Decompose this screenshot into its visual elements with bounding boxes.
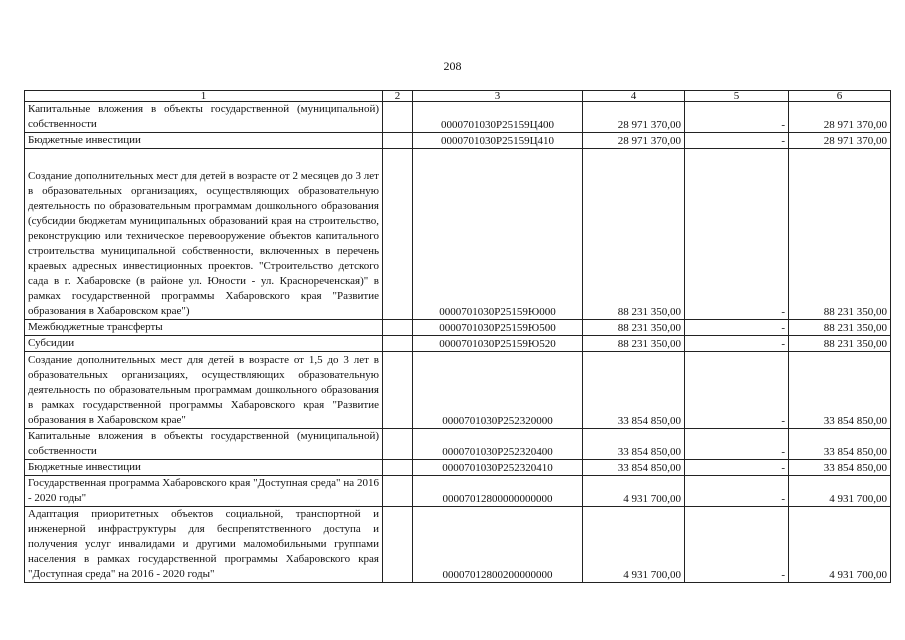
row-col6: 88 231 350,00 <box>789 149 891 320</box>
row-col2 <box>383 460 413 476</box>
row-code: 0000701030P25159Ю000 <box>413 149 583 320</box>
row-col6: 33 854 850,00 <box>789 429 891 460</box>
row-col5: - <box>685 460 789 476</box>
row-name: Бюджетные инвестиции <box>25 133 383 149</box>
row-col4: 33 854 850,00 <box>583 352 685 429</box>
row-col4: 28 971 370,00 <box>583 133 685 149</box>
row-col5: - <box>685 336 789 352</box>
row-col2 <box>383 429 413 460</box>
table-row <box>25 102 891 133</box>
column-header: 3 <box>413 91 583 102</box>
row-name: Бюджетные инвестиции <box>25 460 383 476</box>
row-col5: - <box>685 352 789 429</box>
column-header: 4 <box>583 91 685 102</box>
row-col4: 4 931 700,00 <box>583 507 685 583</box>
table-row <box>25 320 891 336</box>
row-col4: 88 231 350,00 <box>583 149 685 320</box>
row-code: 0000701030P25159Ю520 <box>413 336 583 352</box>
row-col4: 33 854 850,00 <box>583 460 685 476</box>
table-row <box>25 429 891 460</box>
row-col5: - <box>685 320 789 336</box>
column-header: 2 <box>383 91 413 102</box>
row-col4: 28 971 370,00 <box>583 102 685 133</box>
row-code: 0000701030P252320400 <box>413 429 583 460</box>
row-code: 0000701030P25159Ю500 <box>413 320 583 336</box>
row-name: Государственная программа Хабаровского края "Доступная среда" на 2016 - 2020 годы" <box>25 476 383 507</box>
row-code: 0000701030P25159Ц400 <box>413 102 583 133</box>
row-col2 <box>383 336 413 352</box>
row-col6: 4 931 700,00 <box>789 507 891 583</box>
row-col6: 33 854 850,00 <box>789 460 891 476</box>
page-number: 208 <box>443 59 462 73</box>
row-col6: 4 931 700,00 <box>789 476 891 507</box>
row-name: Межбюджетные трансферты <box>25 320 383 336</box>
row-col6: 88 231 350,00 <box>789 336 891 352</box>
row-col5: - <box>685 149 789 320</box>
row-col5: - <box>685 133 789 149</box>
row-col6: 28 971 370,00 <box>789 102 891 133</box>
row-col4: 88 231 350,00 <box>583 336 685 352</box>
table-row <box>25 476 891 507</box>
table-row <box>25 149 891 320</box>
row-name: Создание дополнительных мест для детей в возрасте от 1,5 до 3 лет в образовательных организациях, осуществляющих образовательную деятельность по образовательным программам дошкольного образования в рамках государственной программы Хабаровского края "Развитие образования в Хабаровском крае" <box>25 352 383 429</box>
row-col6: 33 854 850,00 <box>789 352 891 429</box>
table-row <box>25 460 891 476</box>
row-col6: 28 971 370,00 <box>789 133 891 149</box>
row-col4: 4 931 700,00 <box>583 476 685 507</box>
row-col2 <box>383 476 413 507</box>
row-code: 0000701030P252320000 <box>413 352 583 429</box>
table-row <box>25 336 891 352</box>
row-col4: 88 231 350,00 <box>583 320 685 336</box>
header-row <box>25 91 891 102</box>
row-name: Субсидии <box>25 336 383 352</box>
row-col5: - <box>685 429 789 460</box>
table-row <box>25 352 891 429</box>
column-header: 1 <box>25 91 383 102</box>
row-col4: 33 854 850,00 <box>583 429 685 460</box>
row-col2 <box>383 102 413 133</box>
row-col5: - <box>685 507 789 583</box>
row-col5: - <box>685 102 789 133</box>
row-code: 0000701030P25159Ц410 <box>413 133 583 149</box>
column-header: 6 <box>789 91 891 102</box>
row-code: 00007012800200000000 <box>413 507 583 583</box>
row-code: 00007012800000000000 <box>413 476 583 507</box>
row-name: Создание дополнительных мест для детей в возрасте от 2 месяцев до 3 лет в образовательных организациях, осуществляющих образовательную деятельность по образовательным программам дошкольного образования (субсидии бюджетам муниципальных образований края на строительство, реконструкцию или техническое перевооружение объектов капитального строительства муниципальной собственности, включенных в перечень краевых адресных инвестиционных проектов. "Строительство детского сада в г. Хабаровске (в районе ул. Юности - ул. Краснореченская)" в рамках государственной программы Хабаровского края "Развитие образования в Хабаровском крае") <box>25 149 383 320</box>
column-header: 5 <box>685 91 789 102</box>
table-row <box>25 507 891 583</box>
table-row <box>25 133 891 149</box>
row-col2 <box>383 507 413 583</box>
row-col2 <box>383 149 413 320</box>
row-name: Адаптация приоритетных объектов социальной, транспортной и инженерной инфраструктуры для беспрепятственного доступа и получения услуг инвалидами и другими маломобильными группами населения в рамках государственной программы Хабаровского края "Доступная среда" на 2016 - 2020 годы" <box>25 507 383 583</box>
row-code: 0000701030P252320410 <box>413 460 583 476</box>
row-col2 <box>383 320 413 336</box>
row-col2 <box>383 352 413 429</box>
row-col5: - <box>685 476 789 507</box>
row-name: Капитальные вложения в объекты государственной (муниципальной) собственности <box>25 429 383 460</box>
row-col2 <box>383 133 413 149</box>
row-name: Капитальные вложения в объекты государственной (муниципальной) собственности <box>25 102 383 133</box>
row-col6: 88 231 350,00 <box>789 320 891 336</box>
budget-table <box>24 90 891 583</box>
